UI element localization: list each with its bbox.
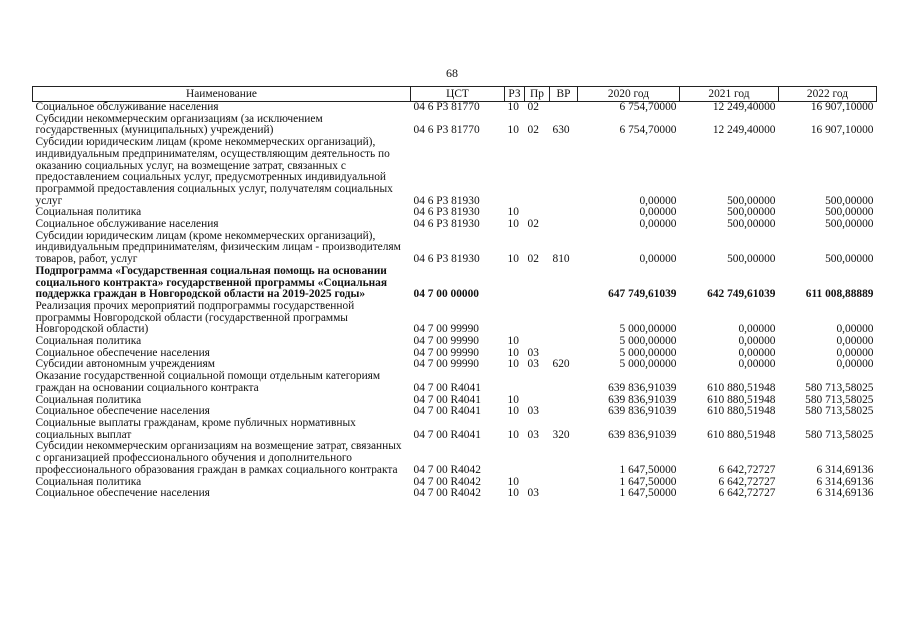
row-vr [550,102,578,114]
table-row [33,231,877,266]
row-rz: 10 [507,206,519,219]
row-rz: 10 [507,475,519,488]
row-2020: 639 836,91039 [608,381,677,394]
row-2021: 6 642,72727 [718,475,776,488]
row-cst: 04 7 00 00000 [413,288,479,301]
row-rz: 10 [507,428,519,441]
row-2022: 6 314,69136 [816,487,874,500]
row-2022: 580 713,58025 [805,381,874,394]
row-pr: 02 [527,101,539,113]
row-2021: 642 749,61039 [707,288,776,301]
header-2021: 2021 год [680,87,779,102]
row-cst: 04 7 00 99990 [413,323,479,336]
row-name: Социальная политика [35,206,142,219]
row-rz: 10 [507,335,519,348]
row-cst: 04 7 00 R4041 [413,428,481,441]
row-cst: 04 6 P3 81770 [413,124,480,137]
row-rz: 10 [507,405,519,418]
row-name: Социальная политика [35,393,142,406]
row-vr [550,477,578,489]
header-cst: ЦСТ [411,87,505,102]
row-2021: 6 642,72727 [718,487,776,500]
row-vr [550,441,578,476]
row-vr [550,207,578,219]
row-cst: 04 6 P3 81930 [413,218,480,231]
row-pr [525,336,550,348]
row-vr [550,219,578,231]
row-pr: 02 [527,253,539,266]
row-cst: 04 7 00 R4041 [413,405,481,418]
row-name: Социальная политика [35,335,142,348]
row-2022: 580 713,58025 [805,393,874,406]
row-rz: 10 [507,253,519,266]
row-2022: 6 314,69136 [816,463,874,476]
row-cst: 04 7 00 99990 [413,346,479,359]
row-vr [550,371,578,394]
table-row [33,102,877,114]
row-name: Субсидии некоммерческим организациям на возмещение затрат, связанных с организацией профессионального обучения и дополнительного профессионального образования граждан в рамках социального контракта [35,440,402,476]
header-2022: 2022 год [779,87,877,102]
row-rz: 10 [507,487,519,500]
row-rz [505,266,525,301]
row-2021: 500,00000 [727,218,776,231]
row-2021: 500,00000 [727,194,776,207]
row-vr [550,137,578,207]
row-cst: 04 7 00 R4042 [413,475,481,488]
row-cst: 04 7 00 R4042 [413,463,481,476]
row-name: Реализация прочих мероприятий подпрограммы государственной программы Новгородской области (государственной программы Новгородской области) [35,299,355,336]
table-row [33,137,877,207]
row-2020: 0,00000 [639,253,677,266]
row-name: Субсидии некоммерческим организациям (за исключением государственных (муниципальных) учреждений) [35,112,323,137]
row-vr: 630 [552,124,570,137]
row-pr [525,441,550,476]
table-row [33,114,877,137]
row-pr: 03 [527,405,539,418]
row-vr: 320 [552,428,570,441]
row-2020: 5 000,00000 [619,335,677,348]
row-rz: 10 [507,358,519,371]
header-pr: Пр [525,87,550,102]
row-2022: 16 907,10000 [810,101,874,113]
row-name: Социальное обслуживание населения [35,101,219,113]
table-header-row [33,87,877,102]
header-rz: РЗ [505,87,525,102]
row-2020: 5 000,00000 [619,323,677,336]
row-2022: 0,00000 [836,335,874,348]
row-2022: 0,00000 [836,358,874,371]
table-row [33,301,877,336]
page-number: 68 [446,66,458,80]
row-cst: 04 7 00 99990 [413,358,479,371]
row-rz: 10 [507,346,519,359]
row-pr: 02 [527,218,539,231]
row-2020: 639 836,91039 [608,428,677,441]
row-2022: 580 713,58025 [805,405,874,418]
row-cst: 04 6 P3 81930 [413,194,480,207]
row-name: Социальное обслуживание населения [35,218,219,231]
row-2020: 639 836,91039 [608,405,677,418]
header-2020: 2020 год [578,87,680,102]
budget-table [32,86,877,500]
row-2020: 1 647,50000 [619,463,677,476]
row-2021: 0,00000 [738,346,776,359]
row-2021: 610 880,51948 [707,381,776,394]
header-name: Наименование [33,87,411,102]
row-2021: 12 249,40000 [712,101,776,113]
row-2022: 500,00000 [825,194,874,207]
row-rz [505,371,525,394]
row-pr [525,371,550,394]
row-cst: 04 6 P3 81930 [413,253,480,266]
row-vr: 620 [552,358,570,371]
table-row [33,266,877,301]
row-2021: 610 880,51948 [707,428,776,441]
row-2022: 6 314,69136 [816,475,874,488]
row-2021: 0,00000 [738,358,776,371]
row-pr: 03 [527,428,539,441]
table-row [33,441,877,476]
row-vr: 810 [552,253,570,266]
row-2020: 5 000,00000 [619,358,677,371]
row-2020: 639 836,91039 [608,393,677,406]
header-vr: ВР [550,87,578,102]
row-2020: 0,00000 [639,194,677,207]
row-vr [550,266,578,301]
row-vr [550,336,578,348]
row-2021: 0,00000 [738,335,776,348]
row-name: Субсидии юридическим лицам (кроме некоммерческих организаций), индивидуальным предпринимателям, физическим лицам - производителям товаров, работ, услуг [35,229,401,266]
row-name: Социальное обеспечение населения [35,487,210,500]
table-row [33,488,877,500]
row-2022: 611 008,88889 [805,288,874,301]
row-pr: 03 [527,358,539,371]
row-pr [525,301,550,336]
row-rz [505,137,525,207]
table-row [33,418,877,441]
row-2020: 647 749,61039 [608,288,677,301]
row-cst: 04 7 00 R4041 [413,393,481,406]
row-2021: 610 880,51948 [707,405,776,418]
row-cst: 04 6 P3 81930 [413,206,480,219]
row-cst: 04 7 00 R4041 [413,381,481,394]
row-rz [505,301,525,336]
row-2020: 6 754,70000 [619,124,677,137]
row-2021: 6 642,72727 [718,463,776,476]
row-vr [550,488,578,500]
row-name: Социальная политика [35,475,142,488]
row-2020: 1 647,50000 [619,475,677,488]
row-rz: 10 [507,393,519,406]
row-rz: 10 [507,218,519,231]
row-2020: 5 000,00000 [619,346,677,359]
row-2020: 6 754,70000 [619,101,677,113]
row-2020: 0,00000 [639,206,677,219]
row-rz: 10 [507,124,519,137]
row-2021: 12 249,40000 [712,124,776,137]
row-rz: 10 [507,101,519,113]
row-pr: 03 [527,346,539,359]
row-pr: 02 [527,124,539,137]
row-2021: 500,00000 [727,206,776,219]
row-name: Социальное обеспечение населения [35,405,210,418]
row-pr [525,137,550,207]
row-2020: 0,00000 [639,218,677,231]
row-vr [550,406,578,418]
row-rz [505,441,525,476]
row-pr: 03 [527,487,539,500]
row-2021: 0,00000 [738,323,776,336]
table-row [33,336,877,348]
row-vr [550,395,578,407]
row-2021: 610 880,51948 [707,393,776,406]
row-name: Субсидии юридическим лицам (кроме некоммерческих организаций), индивидуальным предпринимателям, осуществляющим деятельность по оказанию социальных услуг, на возмещение затрат, связанных с предоставлением социальных услуг, предусмотренных индивидуальной программой предоставления социальных услуг, получателям социальных услуг [35,136,393,207]
row-name: Социальное обеспечение населения [35,346,210,359]
row-vr [550,301,578,336]
row-2022: 580 713,58025 [805,428,874,441]
row-2021: 500,00000 [727,253,776,266]
row-2022: 500,00000 [825,206,874,219]
row-name: Подпрограмма «Государственная социальная помощь на основании социального контракта» государственной программы «Социальная поддержка граждан в Новгородской области на 2019-2025 годы» [35,264,388,301]
row-2022: 500,00000 [825,218,874,231]
table-row [33,219,877,231]
row-name: Оказание государственной социальной помощи отдельным категориям граждан на основании социального контракта [35,370,381,394]
row-cst: 04 6 P3 81770 [413,101,480,113]
table-row [33,371,877,394]
row-2022: 500,00000 [825,253,874,266]
row-2022: 0,00000 [836,323,874,336]
row-name: Социальные выплаты гражданам, кроме публичных нормативных социальных выплат [35,416,356,441]
row-cst: 04 7 00 99990 [413,335,479,348]
row-cst: 04 7 00 R4042 [413,487,481,500]
row-2022: 16 907,10000 [810,124,874,137]
row-name: Субсидии автономным учреждениям [35,358,215,371]
row-pr [525,266,550,301]
row-2020: 1 647,50000 [619,487,677,500]
row-2022: 0,00000 [836,346,874,359]
